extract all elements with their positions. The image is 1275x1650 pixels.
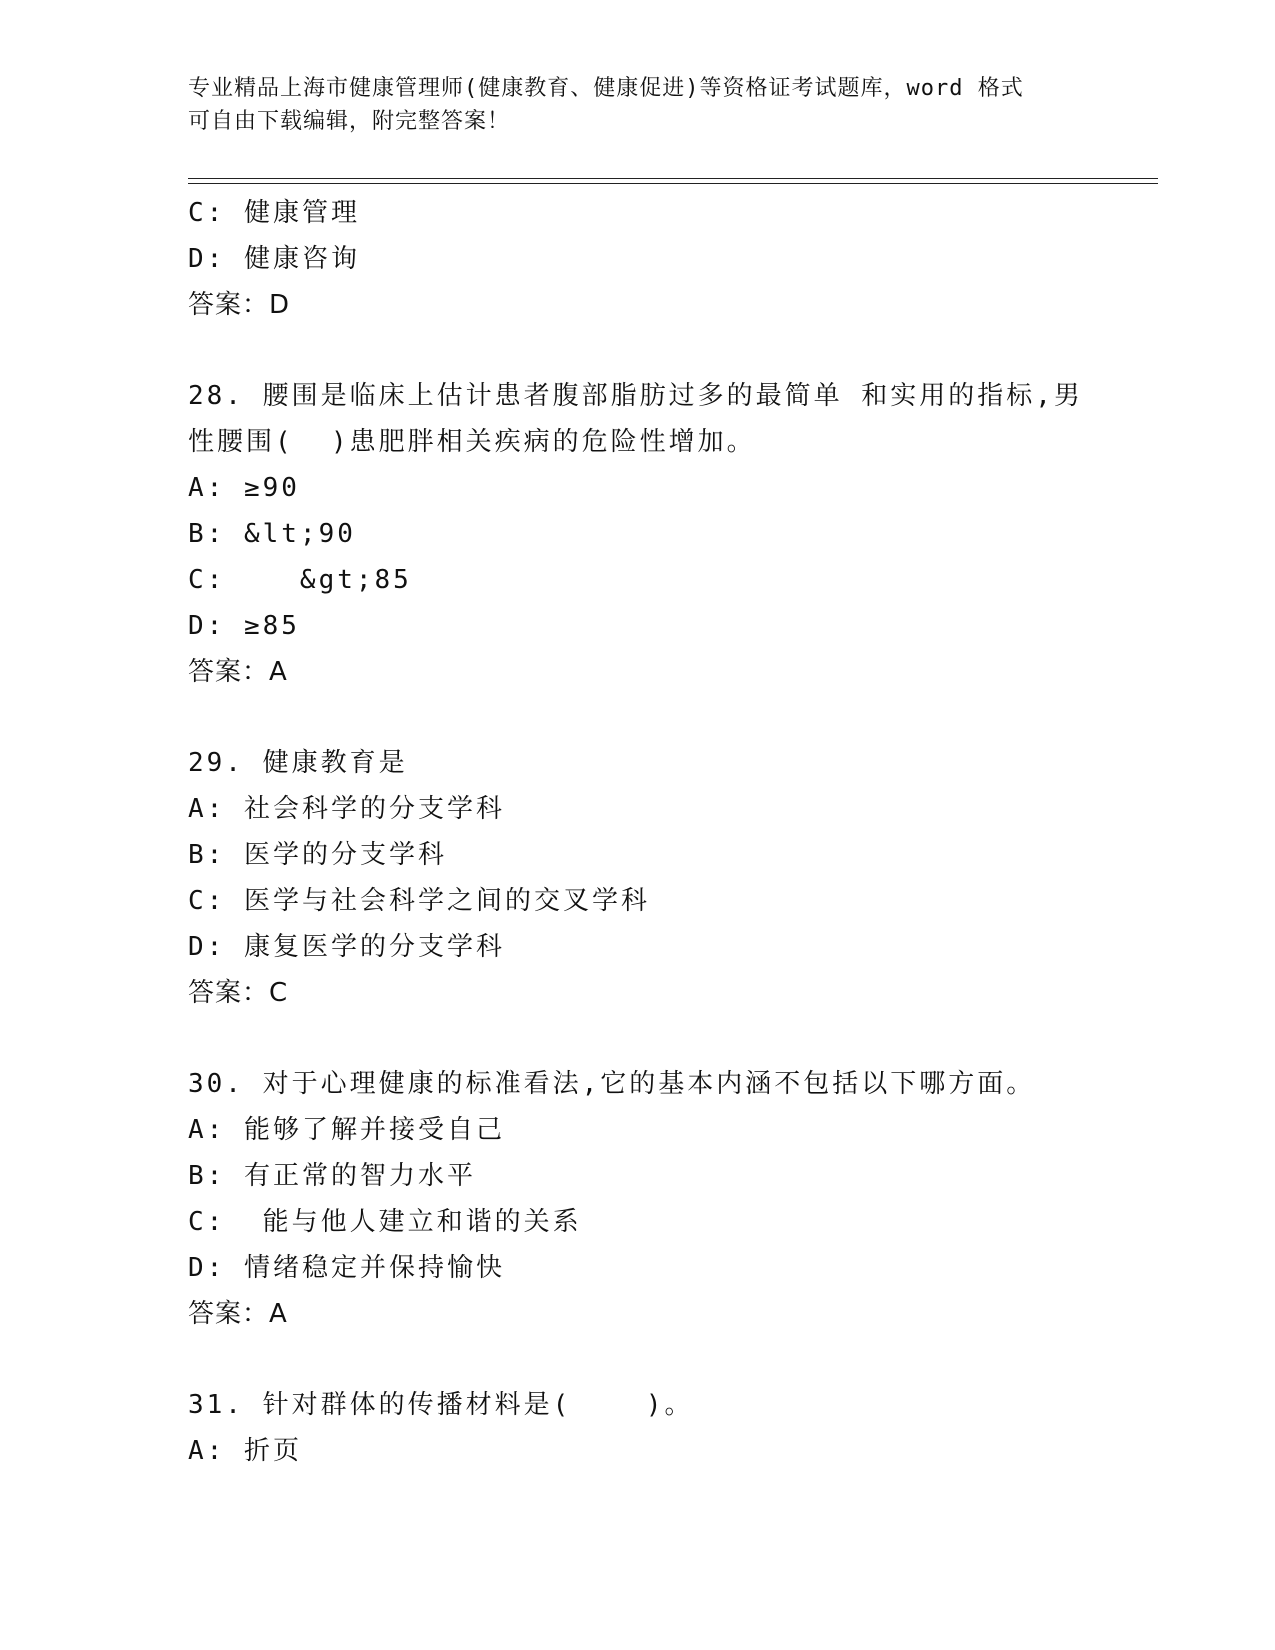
question-stem-line-1: 28. 腰围是临床上估计患者腹部脂肪过多的最简单 和实用的指标,男 [188,381,1083,411]
option-d: D: 健康咨询 [188,244,360,274]
header-divider-bottom [188,183,1158,184]
spacer [188,695,1158,740]
option-d: D: ≥85 [188,611,300,641]
question-29 [188,740,1158,1016]
answer-line: 答案：A [188,657,288,687]
answer-line: 答案：A [188,1299,288,1329]
option-c: C: 能与他人建立和谐的关系 [188,1207,582,1237]
option-c: C: 健康管理 [188,198,360,228]
question-27-tail [188,190,1158,328]
question-31 [188,1382,1158,1474]
option-a: A: 折页 [188,1436,302,1466]
question-28 [188,373,1158,695]
option-d: D: 情绪稳定并保持愉快 [188,1253,505,1283]
option-a: A: ≥90 [188,473,300,503]
question-stem: 30. 对于心理健康的标准看法,它的基本内涵不包括以下哪方面。 [188,1069,1036,1099]
question-30 [188,1061,1158,1337]
option-c: C: &gt;85 [188,565,412,595]
header-line-2: 可自由下载编辑，附完整答案！ [188,109,511,134]
question-stem: 29. 健康教育是 [188,748,408,778]
spacer [188,1016,1158,1061]
header-divider-top [188,178,1158,179]
answer-line: 答案：D [188,290,291,320]
question-stem-line-2: 性腰围( )患肥胖相关疾病的危险性增加。 [188,427,756,457]
option-a: A: 社会科学的分支学科 [188,794,505,824]
question-list [188,190,1158,1474]
header-line-1: 专业精品上海市健康管理师(健康教育、健康促进)等资格证考试题库，word 格式 [188,76,1024,101]
spacer [188,1337,1158,1382]
option-b: B: 医学的分支学科 [188,840,447,870]
answer-line: 答案：C [188,978,289,1008]
option-b: B: &lt;90 [188,519,356,549]
option-b: B: 有正常的智力水平 [188,1161,476,1191]
spacer [188,328,1158,373]
option-c: C: 医学与社会科学之间的交叉学科 [188,886,650,916]
option-a: A: 能够了解并接受自己 [188,1115,505,1145]
question-stem: 31. 针对群体的传播材料是( )。 [188,1390,694,1420]
option-d: D: 康复医学的分支学科 [188,932,505,962]
document-header [188,72,1088,138]
